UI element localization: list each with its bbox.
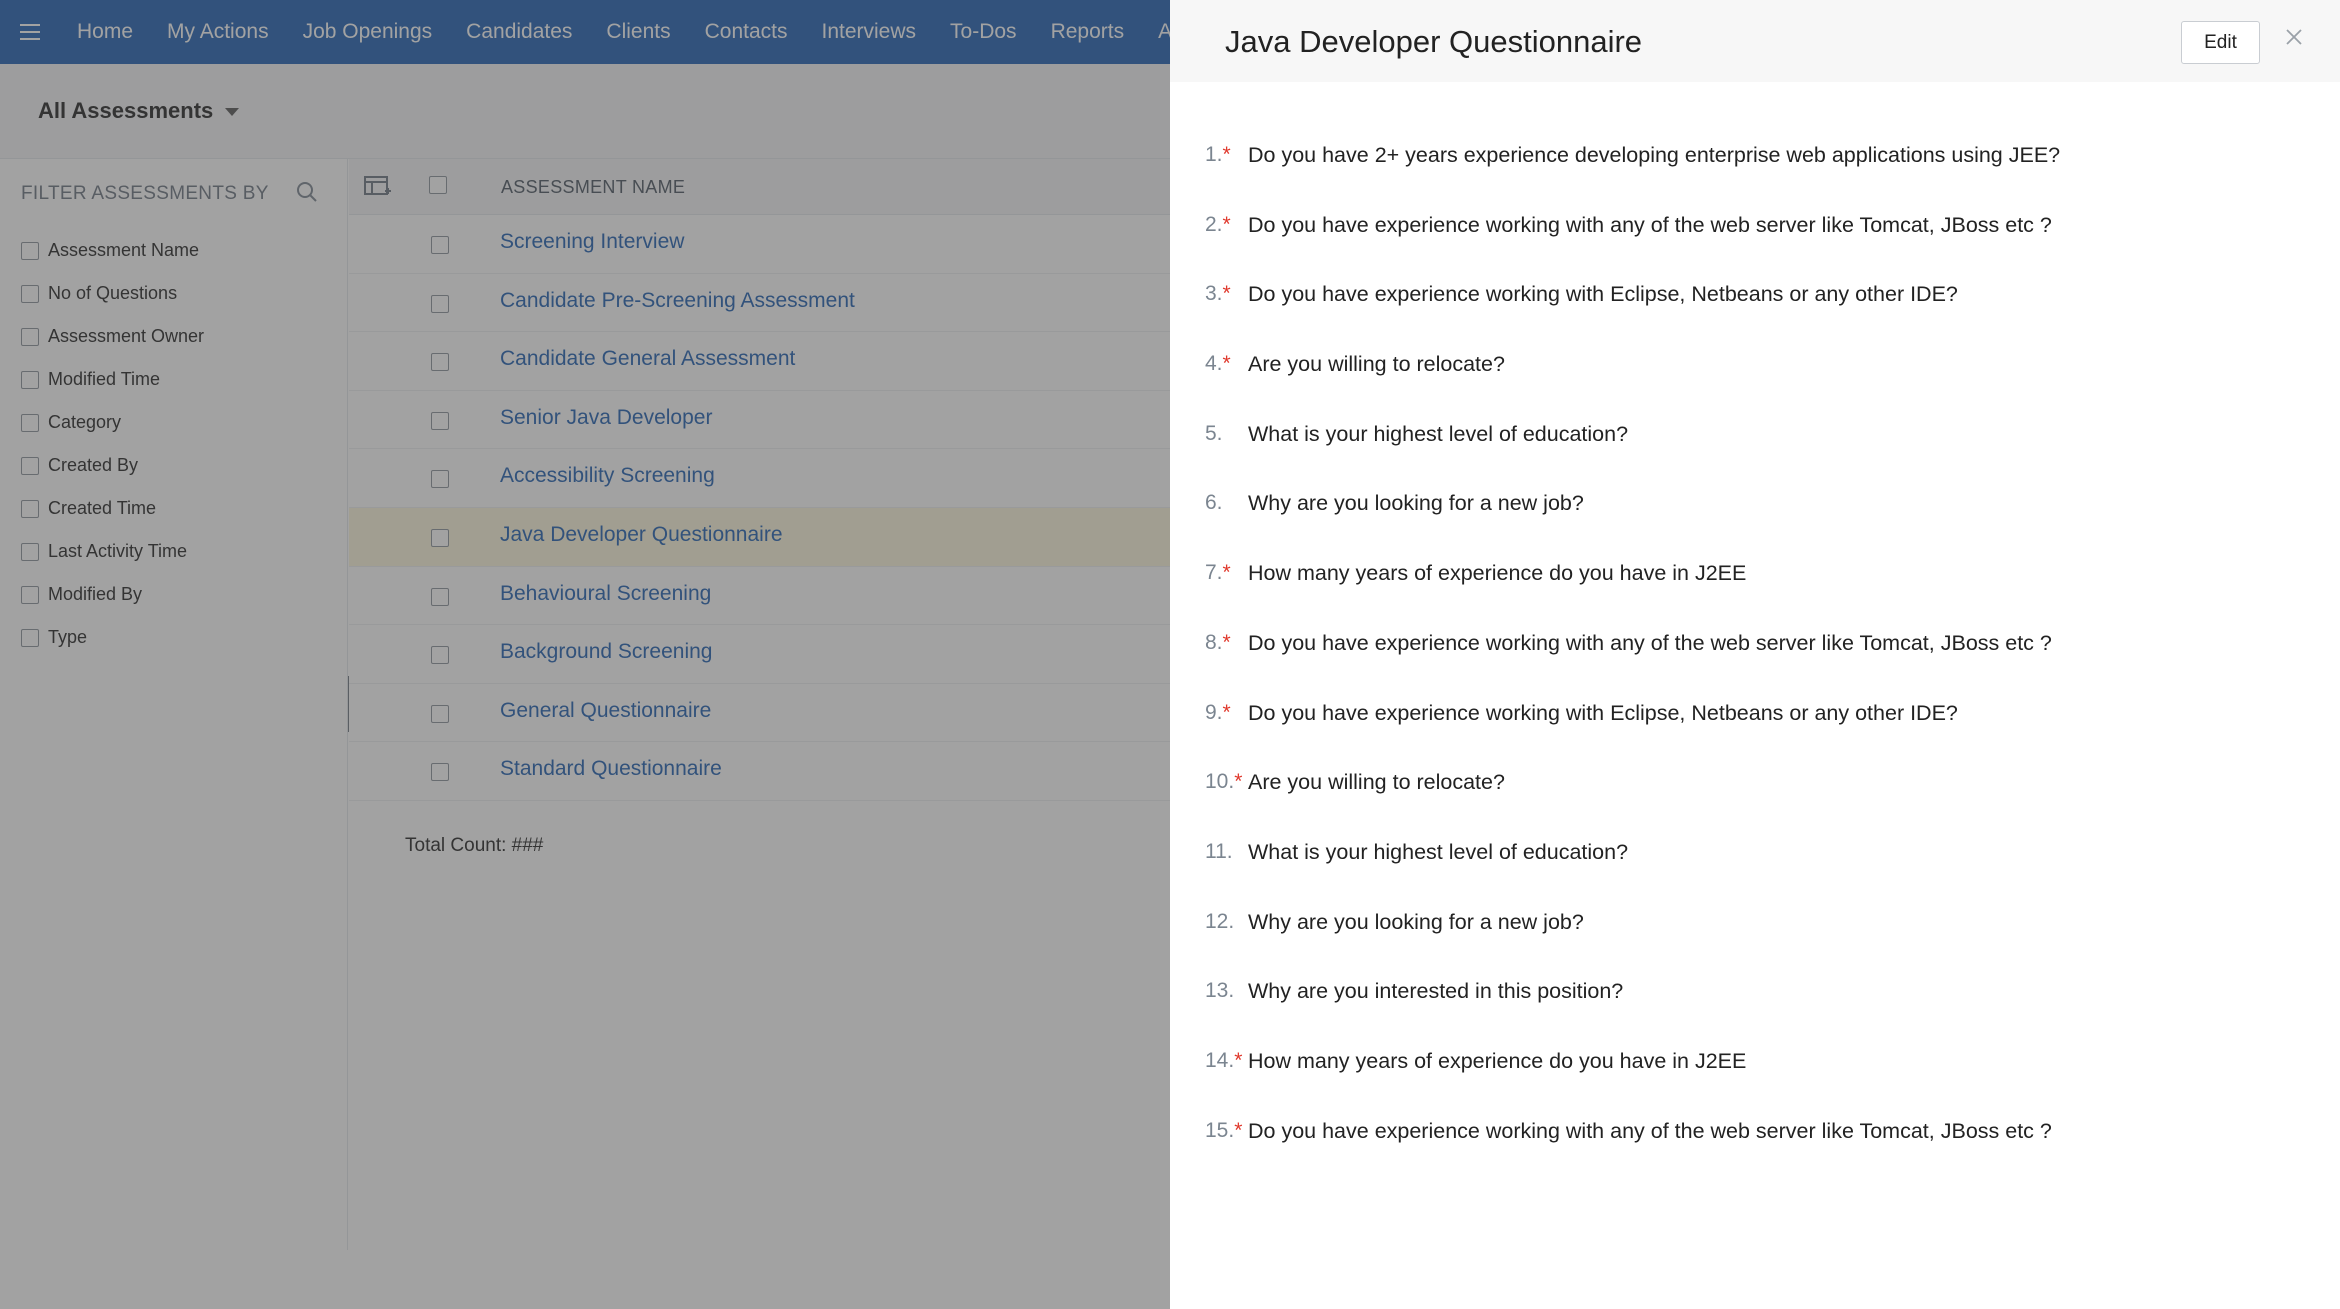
question-number-value: 12. bbox=[1205, 909, 1235, 933]
required-asterisk: * bbox=[1234, 770, 1243, 794]
question-text: Do you have experience working with Eclipse, Netbeans or any other IDE? bbox=[1248, 700, 1958, 725]
question-text: Do you have experience working with any of the web server like Tomcat, JBoss etc ? bbox=[1248, 212, 2052, 237]
question-number-value: 2. bbox=[1205, 212, 1223, 236]
close-icon[interactable] bbox=[2279, 23, 2309, 53]
question-item bbox=[1170, 631, 2340, 701]
question-text: Are you willing to relocate? bbox=[1248, 770, 1505, 795]
question-list bbox=[1170, 143, 2340, 1188]
required-asterisk: * bbox=[1222, 282, 1231, 306]
question-item bbox=[1170, 561, 2340, 631]
question-text: Why are you interested in this position? bbox=[1248, 979, 1624, 1004]
required-asterisk: * bbox=[1234, 1048, 1243, 1072]
question-item bbox=[1170, 213, 2340, 283]
question-item bbox=[1170, 770, 2340, 840]
question-number-value: 8. bbox=[1205, 630, 1223, 654]
question-number bbox=[1205, 1049, 1242, 1073]
required-asterisk: * bbox=[1222, 143, 1231, 166]
question-text: Do you have experience working with any of the web server like Tomcat, JBoss etc ? bbox=[1248, 1118, 2052, 1143]
question-number bbox=[1205, 840, 1233, 864]
question-number-value: 6. bbox=[1205, 491, 1223, 515]
required-asterisk: * bbox=[1222, 630, 1231, 654]
drawer-header bbox=[1170, 0, 2340, 82]
question-text: Do you have 2+ years experience developing enterprise web applications using JEE? bbox=[1248, 143, 2061, 167]
question-number bbox=[1205, 213, 1231, 237]
question-item bbox=[1170, 979, 2340, 1049]
question-item bbox=[1170, 143, 2340, 213]
question-text: What is your highest level of education? bbox=[1248, 421, 1629, 446]
question-number bbox=[1205, 701, 1231, 725]
question-number bbox=[1205, 979, 1234, 1003]
question-number bbox=[1205, 631, 1231, 655]
question-item bbox=[1170, 701, 2340, 771]
question-item bbox=[1170, 422, 2340, 492]
question-text: Why are you looking for a new job? bbox=[1248, 909, 1584, 934]
question-number bbox=[1205, 561, 1231, 585]
required-asterisk: * bbox=[1222, 700, 1231, 724]
question-text: How many years of experience do you have in J2EE bbox=[1248, 561, 1747, 586]
question-item bbox=[1170, 1049, 2340, 1119]
question-number-value: 5. bbox=[1205, 421, 1223, 445]
question-number-value: 11. bbox=[1205, 839, 1233, 863]
question-item bbox=[1170, 352, 2340, 422]
edit-button[interactable]: Edit bbox=[2181, 21, 2260, 64]
question-text: Why are you looking for a new job? bbox=[1248, 491, 1584, 516]
question-number bbox=[1205, 770, 1242, 794]
question-number-value: 9. bbox=[1205, 700, 1223, 724]
question-number bbox=[1205, 491, 1223, 515]
question-text: How many years of experience do you have in J2EE bbox=[1248, 1048, 1747, 1073]
questionnaire-drawer bbox=[1170, 0, 2340, 1309]
question-text: What is your highest level of education? bbox=[1248, 839, 1629, 864]
required-asterisk: * bbox=[1222, 352, 1231, 376]
drawer-title: Java Developer Questionnaire bbox=[1225, 24, 1643, 59]
question-text: Are you willing to relocate? bbox=[1248, 352, 1505, 377]
question-number-value: 15. bbox=[1205, 1118, 1235, 1142]
question-number-value: 13. bbox=[1205, 979, 1235, 1003]
question-item bbox=[1170, 1119, 2340, 1189]
question-number bbox=[1205, 910, 1234, 934]
question-number bbox=[1205, 1119, 1242, 1143]
question-item bbox=[1170, 282, 2340, 352]
question-number bbox=[1205, 143, 1231, 167]
question-number-value: 3. bbox=[1205, 282, 1223, 306]
question-number bbox=[1205, 352, 1231, 376]
required-asterisk: * bbox=[1222, 561, 1231, 585]
question-text: Do you have experience working with Eclipse, Netbeans or any other IDE? bbox=[1248, 282, 1958, 307]
required-asterisk: * bbox=[1234, 1118, 1243, 1142]
question-item bbox=[1170, 840, 2340, 910]
question-item bbox=[1170, 910, 2340, 980]
required-asterisk: * bbox=[1222, 212, 1231, 236]
question-number bbox=[1205, 282, 1231, 306]
question-number-value: 1. bbox=[1205, 143, 1223, 166]
question-number-value: 14. bbox=[1205, 1048, 1235, 1072]
question-number-value: 10. bbox=[1205, 770, 1235, 794]
question-number-value: 4. bbox=[1205, 352, 1223, 376]
question-number bbox=[1205, 422, 1223, 446]
question-number-value: 7. bbox=[1205, 561, 1223, 585]
question-item bbox=[1170, 491, 2340, 561]
question-text: Do you have experience working with any of the web server like Tomcat, JBoss etc ? bbox=[1248, 630, 2052, 655]
